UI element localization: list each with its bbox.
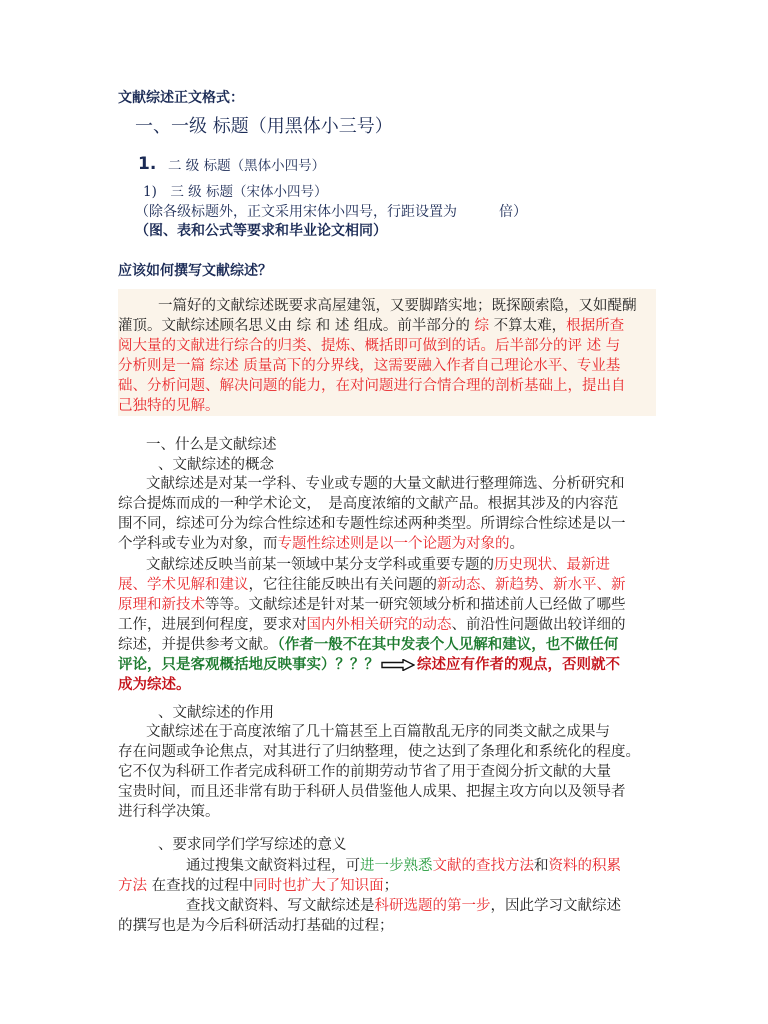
reflect-line-3	[118, 595, 626, 615]
concept-text: 。	[509, 536, 524, 552]
reflect-text: 综述，并提供参考文献。	[118, 637, 278, 653]
role-line-2: 存在问题或争论焦点，对其进行了归纳整理，使之达到了条理化和系统化的程度。	[118, 744, 640, 760]
reflect-green-note: （作者一般不在其中发表个人见解和建议，也不做任何	[277, 636, 619, 653]
intro-line-5: 础、分析问题、解决问题的能力，在对问题进行合情合理的剖析基础上，提出自	[118, 378, 626, 394]
meaning-text: 和	[534, 858, 549, 874]
meaning-line-4: 的撰写也是为今后科研活动打基础的过程；	[118, 918, 394, 934]
meaning-text: 在查找的过程中	[147, 878, 254, 894]
role-line-3: 它不仅为科研工作者完成科研工作的前期劳动节省了用于查阅分折文献的大量	[118, 764, 611, 780]
reflect-line-6	[118, 655, 620, 675]
format-note-body: （除各级标题外，正文采用宋体小四号，行距设置为 倍）	[135, 204, 527, 220]
level1-heading-sample: 一、一级 标题（用黑体小三号）	[135, 116, 393, 137]
reflect-text: 工作，进展到何程度，要求对	[118, 617, 307, 633]
concept-line-4	[118, 534, 524, 554]
meaning-text: 查找文献资料、写文献综述是	[186, 898, 375, 914]
level3-heading-sample: 1) 三 级 标题（宋体小四号）	[143, 184, 328, 200]
role-subheading: 、文献综述的作用	[158, 705, 274, 721]
meaning-red-text: 同时也扩大了知识面	[253, 878, 384, 894]
reflect-red-text: 展、学术见解和建议	[118, 577, 249, 593]
reflect-line-4	[118, 615, 626, 635]
meaning-line-3	[186, 896, 621, 916]
how-to-heading: 应该如何撰写文献综述？	[118, 263, 272, 279]
concept-line-2: 综合提炼而成的一种学术论文， 是高度浓缩的文献产品。根据其涉及的内容范	[118, 496, 619, 512]
concept-text: 个学科或专业为对象，而	[118, 536, 278, 552]
meaning-red-text: 方法	[118, 878, 147, 894]
level2-heading-sample: 二 级 标题（黑体小四号）	[168, 158, 326, 174]
concept-line-3: 围不同，综述可分为综合性综述和专题性综述两种类型。所谓综合性综述是以一	[118, 516, 626, 532]
intro-line-3: 阅大量的文献进行综合的归类、提炼、概括即可做到的话。后半部分的评 述 与	[118, 338, 621, 354]
intro-red-text: 根据所查	[566, 318, 625, 334]
reflect-text: 等等。文献综述是针对某一研究领域分析和描述前人已经做了哪些	[205, 597, 626, 613]
reflect-line-2	[118, 575, 626, 595]
meaning-text: ；	[383, 878, 399, 894]
meaning-red-text: 资料的积累	[548, 858, 621, 874]
reflect-green-note: 评论，只是客观概括地反映事实）？？？	[118, 656, 379, 673]
reflect-red-text: 历史现状、最新进	[494, 557, 610, 573]
reflect-red-text: 国内外相关研究的动态	[306, 617, 452, 633]
reflect-red-text: 新动态、新趋势、新水平、新	[437, 577, 626, 593]
format-heading: 文献综述正文格式：	[118, 90, 244, 106]
concept-subheading: 、文献综述的概念	[158, 457, 274, 473]
reflect-red-text: 原理和新技术	[118, 597, 205, 613]
concept-line-1: 文献综述是对某一学科、专业或专题的大量文献进行整理筛选、分析研究和	[146, 476, 625, 492]
intro-line-4: 分析则是一篇 综述 质量高下的分界线，这需要融入作者自己理论水平、专业基	[118, 358, 621, 374]
role-line-5: 进行科学决策。	[118, 804, 220, 820]
level2-number: 1.	[138, 154, 157, 174]
meaning-line-1	[186, 856, 621, 876]
reflect-text: ，它往往能反映出有关问题的	[248, 577, 437, 593]
meaning-text: 通过搜集文献资料过程，可	[186, 858, 360, 874]
right-arrow-icon	[381, 659, 415, 671]
reflect-red-note: 综述应有作者的观点，否则就不	[417, 656, 620, 673]
meaning-red-text: 科研选题的第一步	[374, 898, 491, 914]
intro-text: 灌顶。文献综述顾名思义由 综 和 述 组成。前半部分的	[118, 318, 475, 334]
what-heading: 一、什么是文献综述	[146, 437, 277, 453]
meaning-line-2	[118, 876, 398, 896]
format-note-figures: （图、表和公式等要求和毕业论文相同）	[135, 223, 387, 239]
meaning-red-text: 文献的查找方法	[432, 858, 534, 874]
intro-line-2	[118, 316, 624, 336]
role-line-1: 文献综述在于高度浓缩了几十篇甚至上百篇散乱无序的同类文献之成果与	[146, 724, 610, 740]
concept-red-text: 专题性综述则是以一个论题为对象的	[277, 536, 510, 552]
intro-red-text: 综	[474, 318, 490, 334]
intro-text: 不算太难，	[489, 318, 567, 334]
reflect-line-1	[146, 555, 610, 575]
reflect-text: 文献综述反映当前某一领域中某分支学科或重要专题的	[146, 557, 494, 573]
role-line-4: 宝贵时间，而且还非常有助于科研人员借鉴他人成果、把握主攻方向以及领导者	[118, 784, 626, 800]
reflect-line-5	[118, 635, 618, 655]
intro-line-6: 己独特的见解。	[118, 398, 220, 414]
reflect-text: 、前沿性问题做出较详细的	[451, 617, 626, 633]
meaning-green-text: 进一步熟悉	[360, 858, 433, 874]
meaning-text: ，因此学习文献综述	[490, 898, 621, 914]
reflect-line-7: 成为综述。	[118, 676, 191, 693]
intro-line-1: 一篇好的文献综述既要求高屋建瓴，又要脚踏实地；既探颐索隐，又如醍醐	[158, 298, 637, 314]
meaning-subheading: 、要求同学们学写综述的意义	[158, 837, 347, 853]
